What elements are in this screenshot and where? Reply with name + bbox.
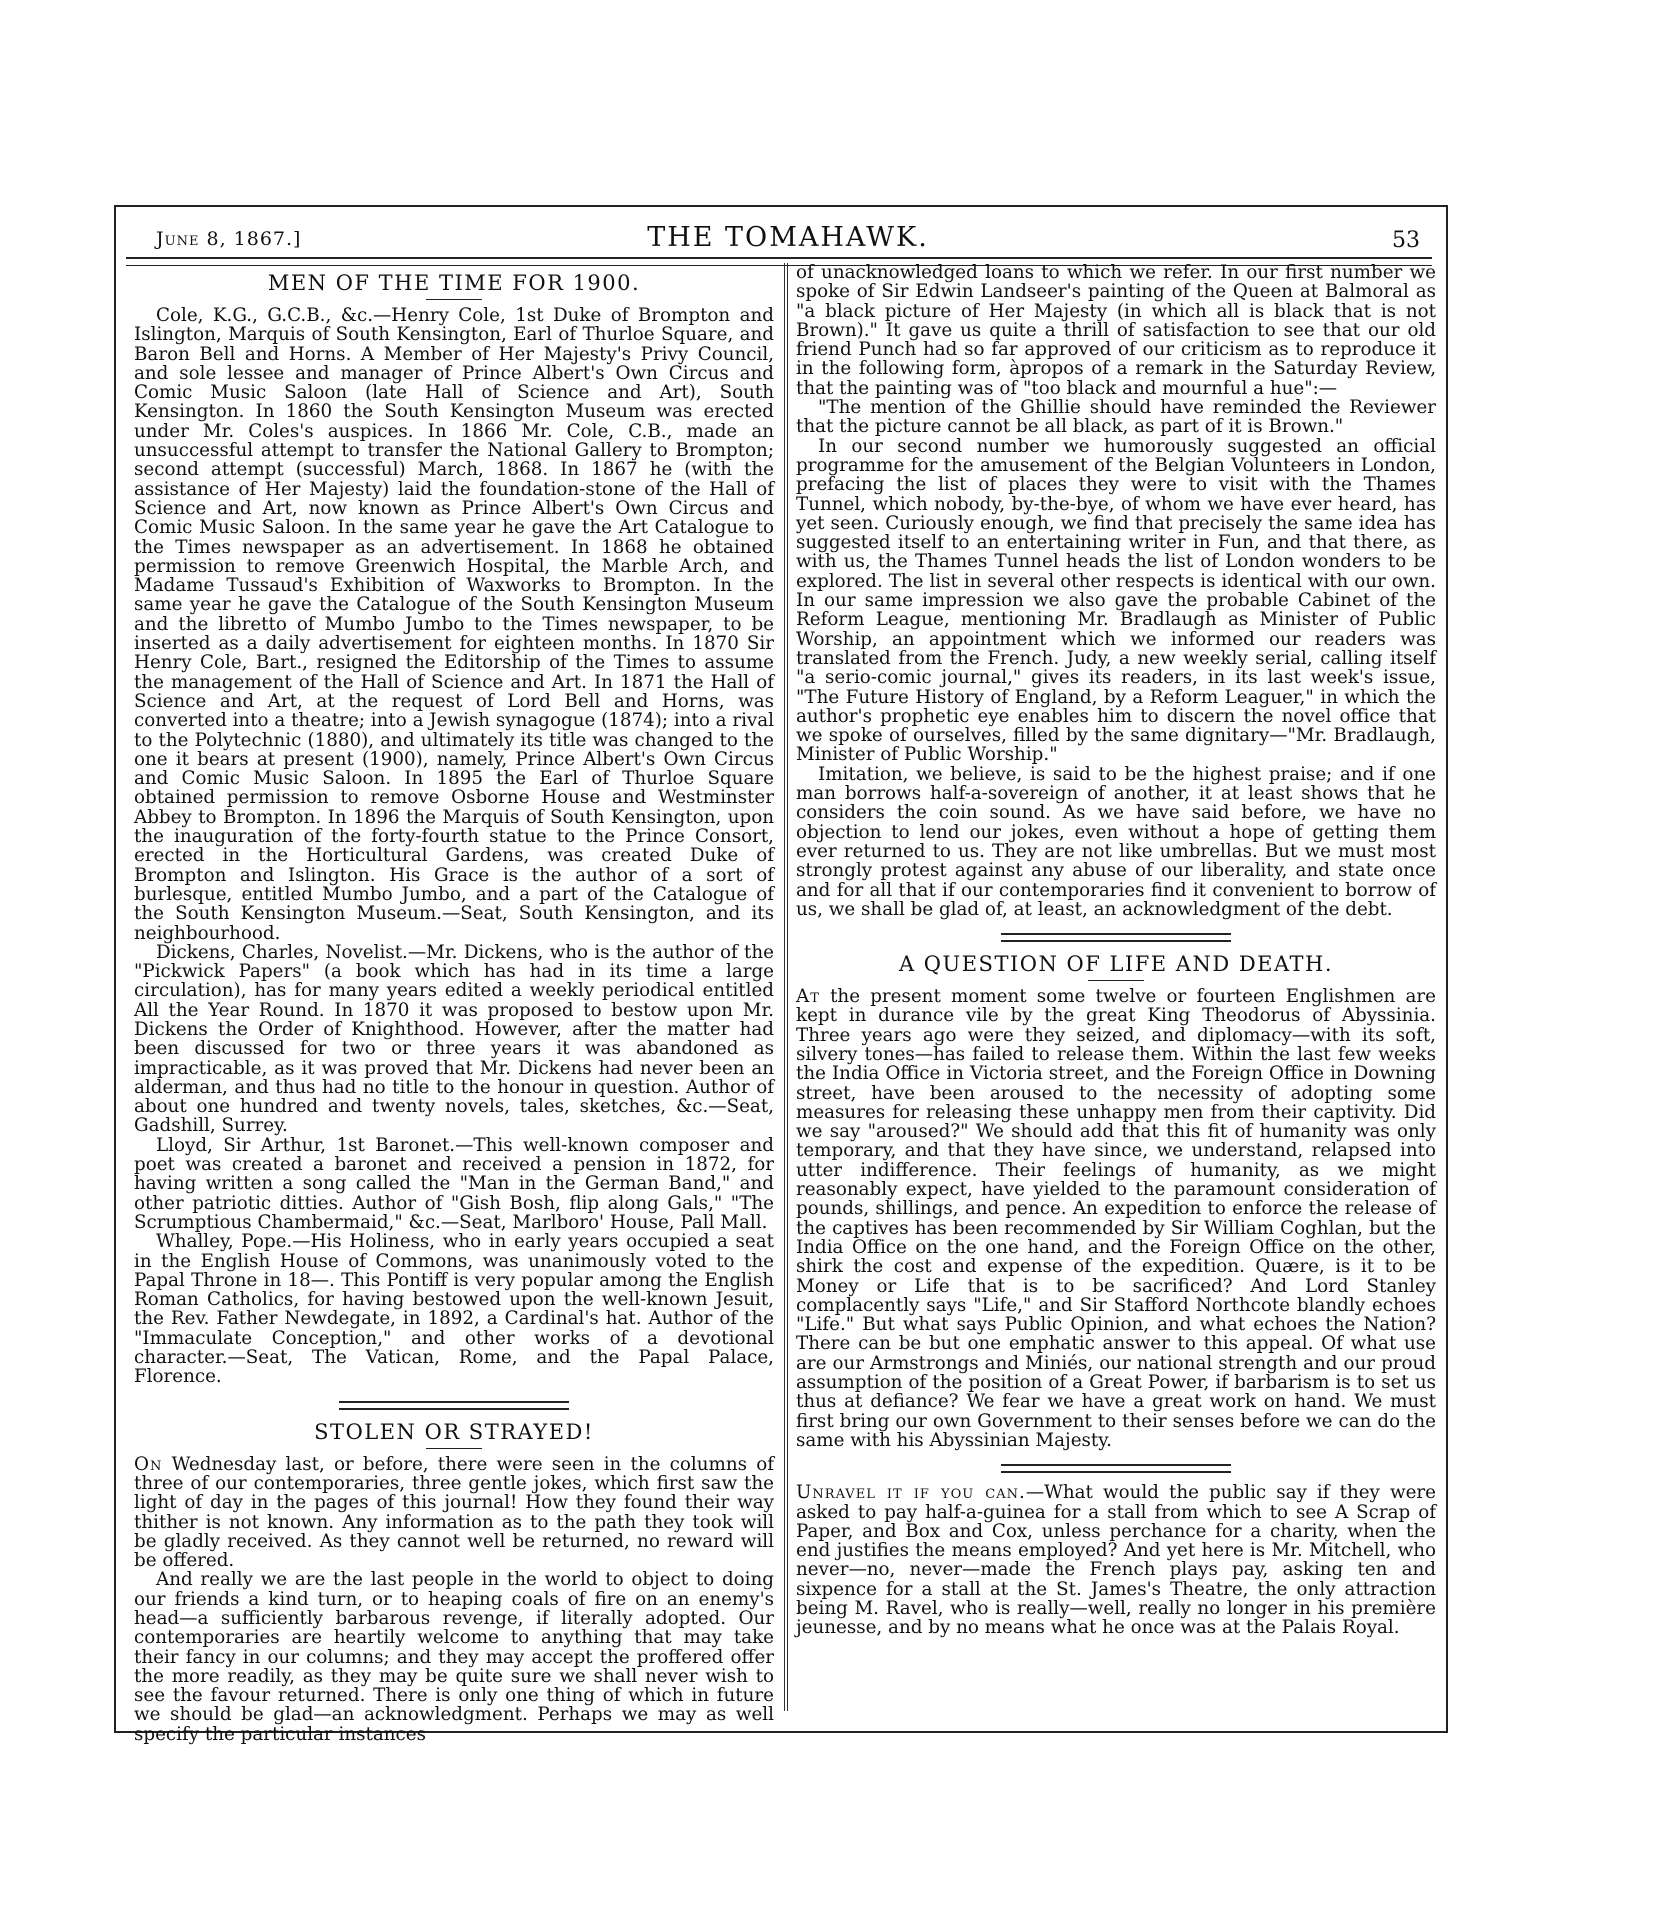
paragraph-life-and-death: [796, 987, 1436, 1450]
column-divider: [784, 263, 785, 1711]
title-rule: [426, 299, 482, 300]
publication-title: THE TOMAHAWK.: [647, 222, 929, 253]
title-rule: [426, 1448, 482, 1449]
paragraph-text: Wednesday last, or before, there were seen in the columns of three of our contemporaries, three gentle jokes, which first saw the light of day in the pages of this journal! How they found their way thither is not known. Any information as to the path they took will be gladly received. As they cannot well be returned, no reward will be offered.: [134, 1453, 774, 1572]
paragraph-cole: Cole, K.G., G.C.B., &c.—Henry Cole, 1st Duke of Brompton and Islington, Marquis of South Kensington, Earl of Thurloe Square, and Baron Bell and Horns. A Member of Her Majesty's Privy Council, and sole lessee and manager of Prince Albert's Own Circus and Comic Music Saloon (late Hall of Science and Art), South Kensington. In 1860 the South Kensington Museum was erected under Mr. Coles's auspices. In 1866 Mr. Cole, C.B., made an unsuccessful attempt to transfer the National Gallery to Brompton; second attempt (successful) March, 1868. In 1867 he (with the assistance of Her Majesty) laid the foundation-stone of the Hall of Science and Art, now known as Prince Albert's Own Circus and Comic Music Saloon. In the same year he gave the Art Catalogue to the Times newspaper as an advertisement. In 1868 he obtained permission to remove Greenwich Hospital, the Marble Arch, and Madame Tussaud's Exhibition of Waxworks to Brompton. In the same year he gave the Catalogue of the South Kensington Museum and the libretto of Mumbo Jumbo to the Times newspaper, to be inserted as a daily advertisement for eighteen months. In 1870 Sir Henry Cole, Bart., resigned the Editorship of the Times to assume the management of the Hall of Science and Art. In 1871 the Hall of Science and Art, at the request of Lord Bell and Horns, was converted into a theatre; into a Jewish synagogue (1874); into a rival to the Polytechnic (1880), and ultimately its title was changed to the one it bears at present (1900), namely, Prince Albert's Own Circus and Comic Music Saloon. In 1895 the Earl of Thurloe Square obtained permission to remove Osborne House and Westminster Abbey to Brompton. In 1896 the Marquis of South Kensington, upon the inauguration of the forty-fourth statue to the Prince Consort, erected in the Horticultural Gardens, was created Duke of Brompton and Islington. His Grace is the author of a sort of burlesque, entitled Mumbo Jumbo, and a part of the Catalogue of the South Kensington Museum.—Seat, South Kensington, and its neighbourhood.: [134, 305, 775, 944]
section-separator: [1001, 933, 1231, 942]
page-border-right: [1446, 205, 1448, 1731]
lead-in: Unravel it if you can.: [796, 1482, 1026, 1504]
paragraph-continued: of unacknowledged loans to which we refer. In our first number we spoke of Sir Edwin Landseer's painting of the Queen at Balmoral as "a black picture of Her Majesty (in which all is black that is not Brown)." It gave us quite a thrill of satisfaction to see that our old friend Punch had so far approved of our criticism as to reproduce it in the following form, àpropos of a remark in the Saturday Review, that the painting was of "too black and mournful a hue":—: [796, 262, 1436, 399]
paragraph-dickens: Dickens, Charles, Novelist.—Mr. Dickens, who is the author of the "Pickwick Papers" (a book which has had in its time a large circulation), has for many years edited a weekly periodical entitled All the Year Round. In 1870 it was proposed to bestow upon Mr. Dickens the Order of Knighthood. However, after the matter had been discussed for two or three years it was abandoned as impracticable, as it was proved that Mr. Dickens had never been an alderman, and thus had no title to the honour in question. Author of about one hundred and twenty novels, tales, sketches, &c.—Seat, Gadshill, Surrey.: [134, 941, 774, 1137]
column-divider-inner: [787, 263, 788, 1711]
drop-word: On: [134, 1453, 163, 1475]
newspaper-page: [120, 205, 1440, 1745]
drop-word: At: [796, 986, 820, 1008]
paragraph-unravel: [796, 1483, 1436, 1637]
paragraph-second-number: In our second number we humorously suggested an official programme for the amusement of the Belgian Volunteers in London, prefacing the list of places they were to visit with the Thames Tunnel, which nobody, by-the-bye, of whom we have ever heard, has yet seen. Curiously enough, we find that precisely the same idea has suggested itself to an entertaining writer in Fun, and that there, as with us, the Thames Tunnel heads the list of London wonders to be explored. The list in several other respects is identical with our own. In our same impression we also gave the probable Cabinet of the Reform League, mentioning Mr. Bradlaugh as Minister of Public Worship, an appointment which we informed our readers was translated from the French. Judy, a new weekly serial, calling itself "a serio-comic journal," gives its readers, in its last week's issue, "The Future History of England, by a Reform Leaguer," in which the author's prophetic eye enables him to discern the novel office that we spoke of ourselves, filled by the same dignitary—"Mr. Bradlaugh, Minister of Public Worship.": [796, 435, 1436, 766]
section-separator: [1001, 1464, 1231, 1473]
paragraph-whalley: Whalley, Pope.—His Holiness, who in early years occupied a seat in the English House of Commons, was unanimously voted to the Papal Throne in 18—. This Pontiff is very popular among the English Roman Catholics, for having bestowed upon the well-known Jesuit, the Rev. Father Newdegate, in 1892, a Cardinal's hat. Author of the "Immaculate Conception," and other works of a devotional character.—Seat, The Vatican, Rome, and the Papal Palace, Florence.: [134, 1231, 774, 1388]
left-column: [134, 263, 774, 1744]
paragraph-imitation: Imitation, we believe, is said to be the highest praise; and if one man borrows half-a-sovereign of another, it at least shows that he considers the coin sound. As we have said before, we have no objection to lend our jokes, even without a hope of getting them ever returned to us. They are not like umbrellas. But we must most strongly protest against any abuse of our liberality, and state once and for all that if our contemporaries find it convenient to borrow of us, we shall be glad of, at least, an acknowledgment of the debt.: [796, 763, 1436, 920]
right-column: [796, 263, 1436, 1638]
paragraph-stolen-1: [134, 1455, 774, 1571]
running-head: [156, 222, 1420, 254]
title-rule: [1088, 980, 1144, 981]
page-number: 53: [1392, 228, 1420, 253]
article-title-men-of-the-time: MEN OF THE TIME FOR 1900.: [267, 271, 641, 295]
article-title-stolen-or-strayed: STOLEN OR STRAYED!: [314, 1419, 594, 1444]
paragraph-punch-quote: "The mention of the Ghillie should have reminded the Reviewer that the picture cannot be all black, as part of it is Brown.": [796, 397, 1436, 438]
page-border-top: [114, 205, 1448, 207]
page-border-left: [114, 205, 116, 1731]
paragraph-stolen-2: And really we are the last people in the world to object to doing our friends a kind turn, or to heaping coals of fire on an enemy's head—a sufficiently barbarous revenge, if literally adopted. Our contemporaries are heartily welcome to anything that may take their fancy in our columns; and they may accept the proffered offer the more readily, as they may be quite sure we shall never wish to see the favour returned. There is only one thing of which in future we should be glad—an acknowledgment. Perhaps we may as well specify the particular instances: [134, 1569, 774, 1745]
article-title-life-and-death: A QUESTION OF LIFE AND DEATH.: [898, 952, 1334, 977]
paragraph-text: —What would the public say if they were asked to pay half-a-guinea for a stall from which to see A Scrap of Paper, and Box and Cox, unless perchance for a charity, when the end justifies the means employed? And yet here is Mr. Mitchell, who never—no, never—made the French plays pay, asking ten and sixpence for a stall at the St. James's Theatre, the only attraction being M. Ravel, who is really—well, really no longer in his première jeunesse, and by no means what he once was at the Palais Royal.: [796, 1482, 1436, 1639]
section-separator: [339, 1401, 569, 1410]
issue-date: June 8, 1867.]: [156, 228, 302, 250]
paragraph-text: the present moment some twelve or fourteen Englishmen are kept in durance vile by the great King Theodorus of Abyssinia. Three years ago were they seized, and diplomacy—with its soft, silvery tones—has failed to release them. Within the last few weeks the India Office in Victoria street, and the Foreign Office in Downing street, have been aroused to the necessity of adopting some measures for releasing these unhappy men from their captivity. Did we say "aroused?" We should add that this fit of humanity was only temporary, and that they have since, we understand, relapsed into utter indifference. Their feelings of humanity, as we might reasonably expect, have yielded to the paramount consideration of pounds, shillings, and pence. An expedition to enforce the release of the captives has been recommended by Sir William Coghlan, but the India Office on the one hand, and the Foreign Office on the other, shirk the cost and expense of the expedition. Quære, is it to be Money or Life that is to be sacrificed? And Lord Stanley complacently says "Life," and Sir Stafford Northcote blandly echoes "Life." But what says Public Opinion, and what echoes the Nation? There can be but one emphatic answer to this appeal. Of what use are our Armstrongs and Miniés, our national strength and our proud assumption of the position of a Great Power, if barbarism is to set us thus at defiance? We fear we have a great work on hand. We must first bring our own Government to their senses before we can do the same with his Abyssinian Majesty.: [796, 986, 1436, 1451]
paragraph-lloyd: Lloyd, Sir Arthur, 1st Baronet.—This well-known composer and poet was created a baronet and received a pension in 1872, for having written a song called the "Man in the German Band," and other patriotic ditties. Author of "Gish Bosh, flip along Gals," "The Scrumptious Chambermaid," &c.—Seat, Marlboro' House, Pall Mall.: [134, 1134, 774, 1233]
